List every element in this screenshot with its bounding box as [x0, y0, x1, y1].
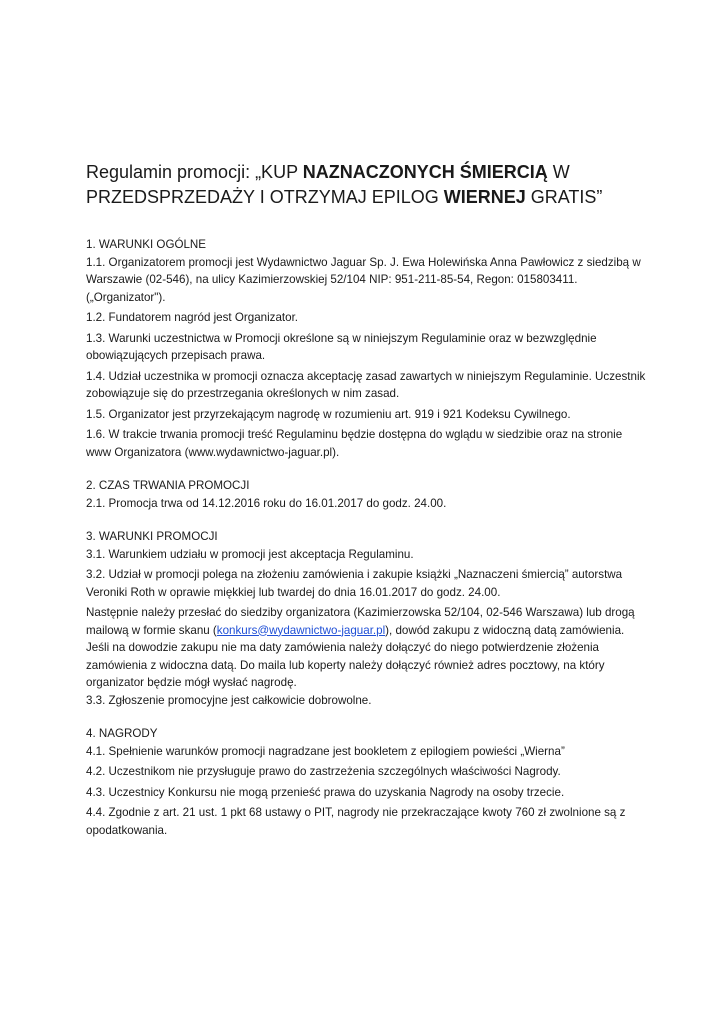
section-spacer	[86, 709, 646, 725]
paragraph-3-3: 3.3. Zgłoszenie promocyjne jest całkowicie dobrowolne.	[86, 693, 372, 707]
paragraph-1-1: 1.1. Organizatorem promocji jest Wydawnictwo Jaguar Sp. J. Ewa Holewińska Anna Pawłowicz z siedzibą w Warszawie (02-546), na ulicy Kazimierzowskiej 52/104 NIP: 951-211-85-54, Regon: 015803411. („Organizator").	[86, 255, 641, 304]
section-heading: 3. WARUNKI PROMOCJI	[86, 530, 218, 543]
paragraph-4-1: 4.1. Spełnienie warunków promocji nagradzane jest bookletem z epilogiem powieści „Wierna”	[86, 744, 565, 758]
note-text-start: Następnie należy przesłać do siedziby organizatora (Kazimierzowska 52/104, 02-546 Warszawa) lub drogą mailową w formie skanu (	[86, 606, 635, 637]
paragraph-3-note	[86, 604, 646, 692]
title-bold-1: NAZNACZONYCH ŚMIERCIĄ	[302, 162, 548, 182]
paragraph-4-4: 4.4. Zgodnie z art. 21 ust. 1 pkt 68 ustawy o PIT, nagrody nie przekraczające kwoty 760 zł zwolnione są z opodatkowania.	[86, 806, 626, 837]
section-promotion-duration	[86, 477, 646, 512]
paragraph-4-3: 4.3. Uczestnicy Konkursu nie mogą przenieść prawa do uzyskania Nagrody na osoby trzecie.	[86, 785, 565, 799]
section-promotion-conditions	[86, 528, 646, 709]
section-heading: 2. CZAS TRWANIA PROMOCJI	[86, 479, 250, 492]
document-body	[86, 236, 646, 839]
paragraph-3-2: 3.2. Udział w promocji polega na złożeniu zamówienia i zakupie książki „Naznaczeni śmiercią” autorstwa Veroniki Roth w oprawie miękkiej lub twardej do dnia 16.01.2017 do godz. 24.00.	[86, 568, 623, 599]
section-heading: 1. WARUNKI OGÓLNE	[86, 238, 207, 251]
title-part-2: W PRZEDSPRZEDAŻY I OTRZYMAJ EPILOG	[86, 162, 570, 207]
paragraph-1-3: 1.3. Warunki uczestnictwa w Promocji określone są w niniejszym Regulaminie oraz w bezwzględnie obowiązujących przepisach prawa.	[86, 331, 597, 362]
title-bold-2: WIERNEJ	[443, 187, 526, 207]
section-spacer	[86, 461, 646, 477]
paragraph-2-1: 2.1. Promocja trwa od 14.12.2016 roku do 16.01.2017 do godz. 24.00.	[86, 496, 447, 510]
paragraph-4-2: 4.2. Uczestnikom nie przysługuje prawo do zastrzeżenia szczególnych właściwości Nagrody.	[86, 765, 561, 778]
title-part-3: GRATIS”	[525, 187, 603, 207]
paragraph-3-1: 3.1. Warunkiem udziału w promocji jest akceptacja Regulaminu.	[86, 547, 414, 561]
paragraph-1-5: 1.5. Organizator jest przyrzekającym nagrodę w rozumieniu art. 919 i 921 Kodeksu Cywilnego.	[86, 407, 571, 421]
contest-email-link[interactable]: konkurs@wydawnictwo-jaguar.pl	[216, 623, 386, 637]
section-spacer	[86, 512, 646, 528]
paragraph-1-2: 1.2. Fundatorem nagród jest Organizator.	[86, 311, 299, 324]
section-general-conditions	[86, 236, 646, 461]
paragraph-1-4: 1.4. Udział uczestnika w promocji oznacza akceptację zasad zawartych w niniejszym Regulaminie. Uczestnik zobowiązuje się do przestrzegania określonych w nim zasad.	[86, 369, 646, 400]
section-heading: 4. NAGRODY	[86, 727, 158, 740]
paragraph-1-6: 1.6. W trakcie trwania promocji treść Regulaminu będzie dostępna do wglądu w siedzibie oraz na stronie www Organizatora (www.wydawnictwo-jaguar.pl).	[86, 428, 623, 459]
section-prizes	[86, 725, 646, 839]
note-text-end: ), dowód zakupu z widoczną datą zamówienia. Jeśli na dowodzie zakupu nie ma daty zamówienia należy dołączyć do niego potwierdzenie złożenia zamówienia z widoczna datą. Do maila lub koperty należy dołączyć również adres pocztowy, na który organizator będzie mógł wysłać nagrodę.	[86, 623, 625, 689]
document-title	[86, 160, 646, 210]
title-part-1: Regulamin promocji: „KUP	[86, 162, 303, 182]
